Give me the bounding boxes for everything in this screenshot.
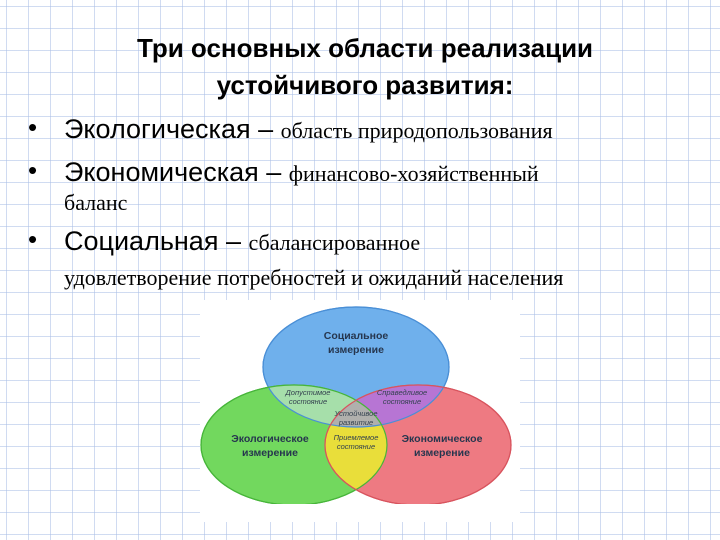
bullet-dot: • [28,224,38,254]
bullet-item-ecological [28,112,708,151]
bullet-dot: • [28,155,38,185]
bullet-term: Социальная – [64,226,249,256]
ecological-label-line-2: измерение [242,447,298,459]
social-economic-label-line-2: состояние [382,397,422,406]
bullet-term: Экономическая – [64,157,289,187]
bullet-continuation: баланс [64,190,128,215]
social-label-line-2: измерение [328,344,384,356]
bullet-item-economic [28,155,708,216]
bullet-dot: • [28,112,38,142]
social-ecological-label-line-1: Допустимое [285,388,331,397]
bullet-item-social [28,224,708,290]
bullet-term: Экологическая – [64,114,281,144]
title-line-2: устойчивого развития: [216,70,514,100]
bullet-description: финансово-хозяйственный [288,161,539,186]
ecological-economic-label-line-2: состояние [336,442,376,451]
ecological-economic-label-line-1: Приемлемое [333,433,379,442]
title-line-1: Три основных области реализации [136,33,594,63]
center-label-line-2: развитие [338,418,374,427]
bullet-continuation: удовлетворение потребностей и ожиданий населения [64,265,564,290]
social-ecological-label-line-2: состояние [288,397,328,406]
economic-label-line-2: измерение [414,447,470,459]
center-label-line-1: Устойчивое [334,409,378,418]
social-economic-label-line-1: Справедливое [376,388,428,397]
bullet-description: сбалансированное [248,230,421,255]
venn-diagram [196,304,516,504]
bullet-list [28,112,708,290]
economic-label-line-1: Экономическое [401,433,483,445]
bullet-description: область природопользования [280,118,553,143]
ecological-label-line-1: Экологическое [231,433,309,445]
slide-title [40,30,690,104]
social-label-line-1: Социальное [323,330,389,342]
